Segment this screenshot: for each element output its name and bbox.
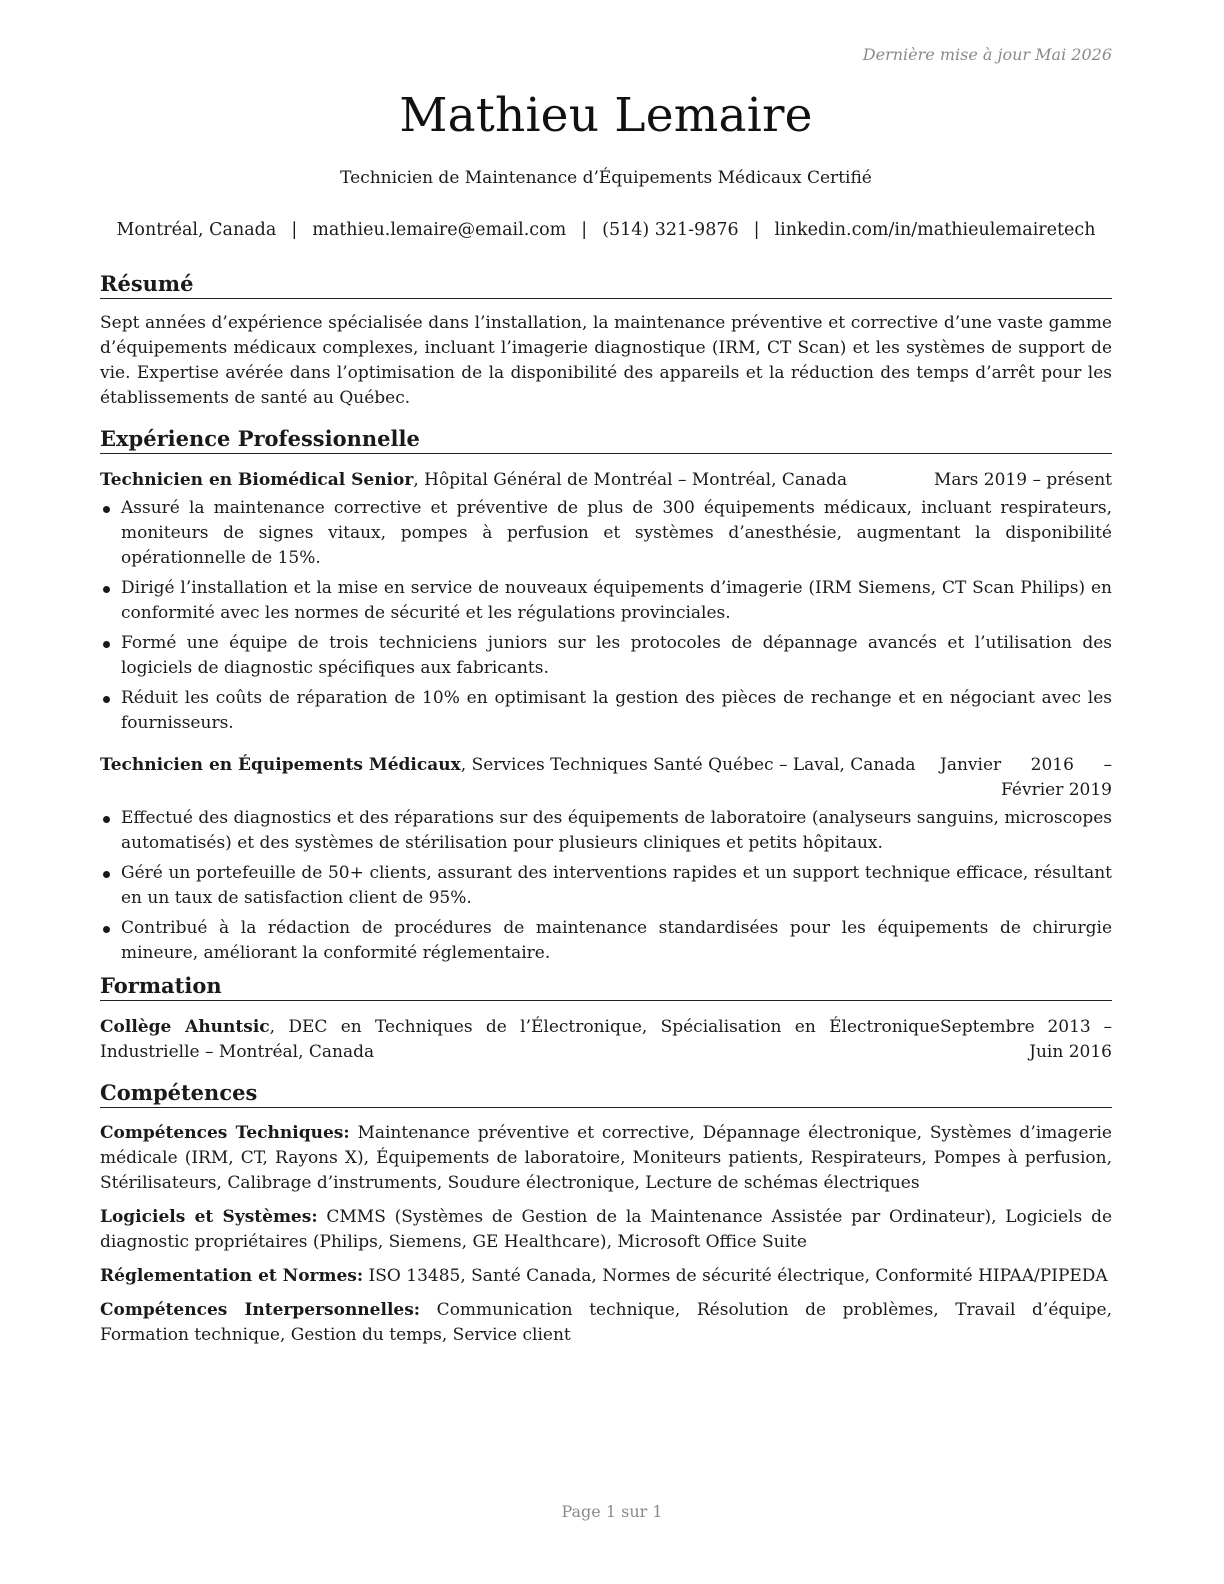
skills-list <box>100 1121 1112 1348</box>
skill-group <box>100 1205 1112 1255</box>
skill-text: Communication technique, Résolution de problèmes, Travail d’équipe, Formation technique, Gestion du temps, Service client <box>100 1300 1112 1345</box>
job-organization: , Hôpital Général de Montréal – Montréal, Canada <box>413 470 848 490</box>
skill-label: Compétences Interpersonnelles: <box>100 1300 421 1320</box>
list-item: Assuré la maintenance corrective et préventive de plus de 300 équipements médicaux, incluant respirateurs, moniteurs de signes vitaux, pompes à perfusion et systèmes d’anesthésie, augmentant la disponibilité opérationnelle de 15%. <box>100 496 1112 571</box>
skills-heading: Compétences <box>100 1079 1112 1108</box>
job-organization: , Services Techniques Santé Québec – Laval, Canada <box>460 755 916 775</box>
page-number: Page 1 sur 1 <box>561 1502 663 1521</box>
last-updated: Dernière mise à jour Mai 2026 <box>862 45 1112 64</box>
skill-text: ISO 13485, Santé Canada, Normes de sécurité électrique, Conformité HIPAA/PIPEDA <box>363 1266 1108 1286</box>
contact-email[interactable]: mathieu.lemaire@email.com <box>312 220 567 240</box>
job-role: Technicien en Biomédical Senior <box>100 470 414 490</box>
job-header <box>100 753 1112 803</box>
contact-separator: | <box>753 220 760 240</box>
job-title: Technicien de Maintenance d’Équipements Médicaux Certifié <box>340 168 872 188</box>
education-line <box>100 1015 940 1065</box>
contact-separator: | <box>581 220 588 240</box>
job-bullets <box>100 496 1112 736</box>
education-section <box>100 972 1112 1065</box>
job-header <box>100 468 1112 493</box>
skill-group <box>100 1298 1112 1348</box>
summary-text: Sept années d’expérience spécialisée dans l’installation, la maintenance préventive et corrective d’une vaste gamme d’équipements médicaux complexes, incluant l’imagerie diagnostique (IRM, CT Scan) et les systèmes de support de vie. Expertise avérée dans l’optimisation de la disponibilité des appareils et la réduction des temps d’arrêt pour les établissements de santé au Québec. <box>100 313 1112 408</box>
list-item: Géré un portefeuille de 50+ clients, assurant des interventions rapides et un support technique efficace, résultant en un taux de satisfaction client de 95%. <box>100 861 1112 911</box>
list-item: Contribué à la rédaction de procédures de maintenance standardisées pour les équipements de chirurgie mineure, améliorant la conformité réglementaire. <box>100 916 1112 966</box>
school-name: Collège Ahuntsic <box>100 1017 270 1037</box>
resume-body <box>100 270 1112 1357</box>
skill-label: Réglementation et Normes: <box>100 1266 364 1286</box>
skill-label: Compétences Techniques: <box>100 1123 350 1143</box>
list-item: Formé une équipe de trois techniciens juniors sur les protocoles de dépannage avancés et l’utilisation des logiciels de diagnostic spécifiques aux fabricants. <box>100 631 1112 681</box>
list-item: Effectué des diagnostics et des réparations sur des équipements de laboratoire (analyseurs sanguins, microscopes automatisés) et des systèmes de stérilisation pour plusieurs cliniques et petits hôpitaux. <box>100 806 1112 856</box>
skill-group <box>100 1264 1112 1289</box>
degree-detail: , DEC en Techniques de l’Électronique, Spécialisation en Électronique Industrielle – Montréal, Canada <box>100 1017 940 1062</box>
job-dates: Mars 2019 – présent <box>933 470 1112 490</box>
skills-section <box>100 1079 1112 1348</box>
job-entry <box>100 753 1112 966</box>
job-dates: Janvier 2016 – Février 2019 <box>940 755 1112 800</box>
list-item: Réduit les coûts de réparation de 10% en optimisant la gestion des pièces de rechange et en négociant avec les fournisseurs. <box>100 686 1112 736</box>
contact-linkedin[interactable]: linkedin.com/in/mathieulemairetech <box>774 220 1096 240</box>
education-entry <box>100 1015 1112 1065</box>
education-dates: Septembre 2013 – Juin 2016 <box>940 1017 1112 1062</box>
experience-heading: Expérience Professionnelle <box>100 425 1112 454</box>
resume-page <box>100 0 1112 1584</box>
experience-section <box>100 425 1112 966</box>
candidate-name: Mathieu Lemaire <box>399 88 813 143</box>
skill-text: Maintenance préventive et corrective, Dépannage électronique, Systèmes d’imagerie médicale (IRM, CT, Rayons X), Équipements de laboratoire, Moniteurs patients, Respirateurs, Pompes à perfusion, Stérilisateurs, Calibrage d’instruments, Soudure électronique, Lecture de schémas électriques <box>100 1123 1112 1193</box>
job-title-line <box>100 468 847 493</box>
summary-heading: Résumé <box>100 270 1112 299</box>
job-role: Technicien en Équipements Médicaux <box>100 755 461 775</box>
skill-group <box>100 1121 1112 1196</box>
list-item: Dirigé l’installation et la mise en service de nouveaux équipements d’imagerie (IRM Siemens, CT Scan Philips) en conformité avec les normes de sécurité et les régulations provinciales. <box>100 576 1112 626</box>
contact-phone[interactable]: (514) 321-9876 <box>602 220 739 240</box>
job-bullets <box>100 806 1112 966</box>
job-title-line <box>100 753 940 778</box>
skill-text: CMMS (Systèmes de Gestion de la Maintenance Assistée par Ordinateur), Logiciels de diagnostic propriétaires (Philips, Siemens, GE Healthcare), Microsoft Office Suite <box>100 1207 1113 1252</box>
contact-line <box>92 220 1120 240</box>
education-heading: Formation <box>100 972 1112 1001</box>
job-entry <box>100 468 1112 736</box>
contact-location: Montréal, Canada <box>116 220 277 240</box>
contact-separator: | <box>291 220 298 240</box>
summary-section <box>100 270 1112 411</box>
skill-label: Logiciels et Systèmes: <box>100 1207 318 1227</box>
